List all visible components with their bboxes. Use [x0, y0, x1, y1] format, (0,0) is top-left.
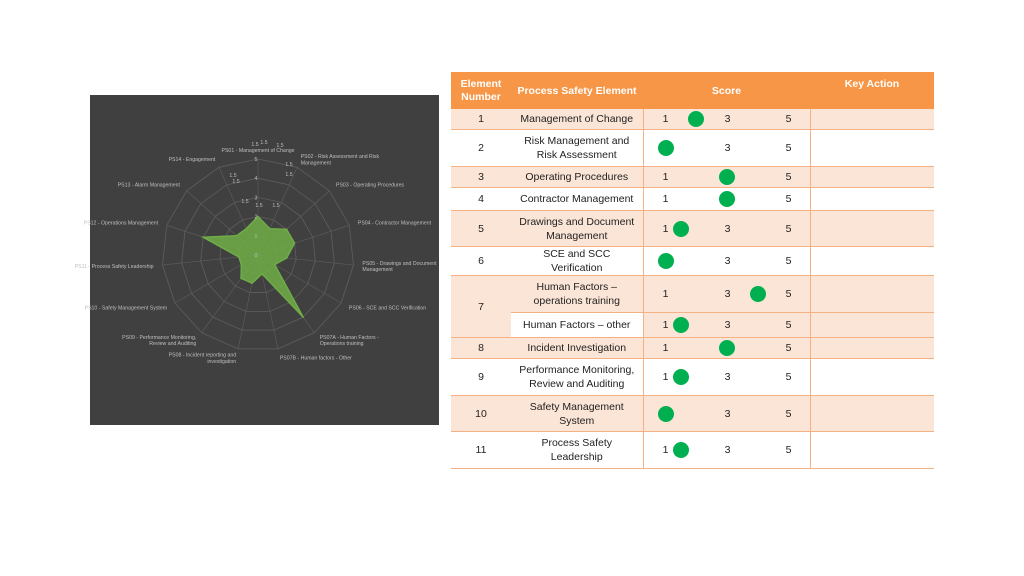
score-scale-label: 5: [785, 171, 792, 183]
radar-axis-label-line: PS07B - Human factors - Other: [279, 355, 352, 362]
key-action-cell: [810, 130, 934, 167]
score-scale-label: 5: [785, 319, 792, 331]
radar-tick-label: 0: [254, 253, 258, 259]
radar-inner-tick-label: 1.5: [229, 173, 237, 179]
radar-axis-label: [301, 154, 380, 166]
score-dot: [673, 369, 689, 385]
radar-axis-label: [349, 306, 426, 312]
score-dot: [673, 317, 689, 333]
score-cell: [643, 396, 810, 432]
element-name: Performance Monitoring, Review and Auditing: [511, 359, 643, 396]
score-dot: [688, 111, 704, 127]
radar-axis-label-line: PS11 - Process Safety Leadership: [74, 263, 154, 270]
radar-axis-label-line: PS08 - Incident reporting and: [168, 352, 237, 359]
radar-axis-label: [280, 356, 352, 362]
key-action-cell: [810, 167, 934, 188]
score-scale-label: 5: [785, 255, 792, 267]
element-number: 3: [451, 167, 511, 188]
header-process-safety-element: Process Safety Element: [511, 72, 643, 109]
radar-inner-tick-label: 1.5: [232, 179, 240, 185]
score-scale-label: 3: [724, 444, 731, 456]
table-row: [451, 167, 934, 188]
radar-axis-label: [84, 221, 159, 227]
score-scale-label: 3: [724, 407, 731, 420]
score-scale-label: 1: [662, 193, 669, 205]
table-row: [451, 396, 934, 432]
score-dot: [750, 286, 766, 302]
element-name: Management of Change: [511, 109, 643, 130]
score-scale-label: 1: [662, 171, 669, 183]
radar-point: [251, 282, 253, 284]
score-scale-label: 5: [785, 288, 792, 300]
key-action-cell: [810, 396, 934, 432]
table-row: [451, 276, 934, 313]
element-number: 7: [451, 276, 511, 338]
score-dot: [719, 191, 735, 207]
element-number: 4: [451, 188, 511, 211]
score-scale-label: 3: [724, 371, 731, 383]
score-table: [451, 72, 934, 469]
element-name: Contractor Management: [511, 188, 643, 211]
radar-point: [294, 242, 296, 244]
radar-axis-label-line: PS05 - Drawings and Document: [362, 260, 437, 267]
radar-axis-label-line: Management: [362, 267, 393, 274]
score-scale-label: 3: [724, 255, 731, 267]
score-cell: [643, 247, 810, 276]
radar-inner-tick-label: 1.5: [255, 203, 263, 209]
score-scale-label: 1: [662, 319, 669, 331]
header-element-number: Element Number: [451, 72, 511, 109]
radar-point: [269, 228, 271, 230]
element-number: 6: [451, 247, 511, 276]
key-action-cell: [810, 338, 934, 359]
radar-point: [261, 273, 263, 275]
element-number: 9: [451, 359, 511, 396]
score-scale-label: 3: [724, 113, 731, 125]
key-action-cell: [810, 188, 934, 211]
score-scale-label: 3: [724, 222, 731, 235]
table-row: [451, 359, 934, 396]
radar-axis-label-line: PS04 - Contractor Management: [357, 220, 432, 227]
radar-inner-tick-label: 1.5: [285, 162, 293, 168]
radar-axis-label-line: PS13 - Alarm Management: [117, 182, 180, 189]
score-scale-label: 5: [785, 407, 792, 420]
radar-axis-label-line: PS09 - Performance Monitoring,: [122, 334, 197, 341]
score-scale-label: 1: [662, 444, 669, 456]
radar-point: [240, 277, 242, 279]
key-action-cell: [810, 247, 934, 276]
element-number: 10: [451, 396, 511, 432]
radar-axis-label-line: PS06 - SCE and SCC Verification: [348, 305, 427, 312]
score-cell: [643, 313, 810, 338]
radar-point: [274, 264, 276, 266]
radar-point: [236, 235, 238, 237]
radar-axis-label: [222, 148, 295, 154]
element-name: Operating Procedures: [511, 167, 643, 188]
radar-tick-label: 4: [254, 176, 258, 183]
element-number: 11: [451, 432, 511, 469]
table-row: [451, 247, 934, 276]
radar-tick-label: 2: [254, 214, 258, 221]
radar-axis-label-line: Review and Auditing: [149, 341, 197, 348]
radar-tick-label: 5: [254, 157, 258, 163]
table-header-row: [451, 72, 934, 109]
radar-axis-label-line: PS02 - Risk Assessment and Risk: [300, 154, 380, 161]
element-name: Risk Management and Risk Assessment: [511, 130, 643, 167]
score-scale-label: 5: [785, 444, 792, 456]
radar-point: [238, 256, 240, 258]
score-scale-label: 1: [662, 371, 669, 383]
element-number: 5: [451, 211, 511, 247]
element-number: 8: [451, 338, 511, 359]
score-scale-label: 1: [662, 288, 669, 300]
key-action-cell: [810, 359, 934, 396]
score-cell: [643, 211, 810, 247]
radar-tick-label: 3: [254, 195, 258, 202]
radar-axis-label: [358, 221, 432, 227]
key-action-cell: [810, 276, 934, 313]
score-scale-label: 3: [724, 142, 731, 154]
table-row: [451, 432, 934, 469]
score-scale-label: 5: [785, 193, 792, 205]
element-name: Safety Management System: [511, 396, 643, 432]
key-action-cell: [810, 109, 934, 130]
table-row: [451, 109, 934, 130]
radar-axis-label: [362, 261, 437, 273]
radar-axis-label-line: PS10 - Safety Management System: [84, 305, 168, 312]
radar-point: [302, 316, 304, 318]
radar-inner-tick-label: 1.5: [272, 203, 280, 209]
score-scale-label: 3: [724, 319, 731, 331]
score-scale-label: 5: [785, 142, 792, 154]
score-scale-label: 3: [724, 288, 731, 300]
radar-axis-label: [122, 335, 196, 347]
score-dot: [673, 221, 689, 237]
score-scale-label: 1: [662, 342, 669, 354]
element-name: Human Factors – operations training: [511, 276, 643, 313]
radar-axis-label-line: Management: [300, 160, 331, 167]
element-name: Process Safety Leadership: [511, 432, 643, 469]
element-name: Incident Investigation: [511, 338, 643, 359]
radar-axis-label: [118, 183, 181, 189]
score-scale-label: 5: [785, 222, 792, 235]
score-scale-label: 1: [662, 113, 669, 125]
radar-chart-panel: [74, 95, 439, 425]
element-name: Human Factors – other: [511, 313, 643, 338]
score-cell: [643, 109, 810, 130]
radar-inner-tick-label: 1.5: [241, 199, 249, 205]
score-dot: [658, 253, 674, 269]
table-row: [451, 313, 934, 338]
radar-axis-label: [320, 335, 379, 347]
radar-axis-label: [75, 264, 154, 270]
score-dot: [658, 406, 674, 422]
key-action-cell: [810, 432, 934, 469]
score-dot: [658, 140, 674, 156]
radar-point: [286, 229, 288, 231]
score-cell: [643, 130, 810, 167]
radar-point: [241, 264, 243, 266]
score-cell: [643, 276, 810, 313]
radar-point: [202, 236, 204, 238]
score-cell: [643, 359, 810, 396]
radar-axis-label-line: PS14 - Engagement: [168, 157, 216, 164]
radar-axis-label-line: PS07A - Human Factors -: [319, 334, 379, 341]
table-row: [451, 211, 934, 247]
score-scale-label: 5: [785, 113, 792, 125]
element-name: SCE and SCC Verification: [511, 247, 643, 276]
radar-inner-tick-label: 1.5: [276, 143, 284, 149]
score-dot: [719, 340, 735, 356]
header-key-action: Key Action: [810, 72, 934, 109]
key-action-cell: [810, 313, 934, 338]
radar-inner-tick-label: 1.5: [285, 172, 293, 178]
score-dot: [673, 442, 689, 458]
score-scale-label: 5: [785, 371, 792, 383]
radar-axis-label-line: PS01 - Management of Change: [221, 148, 295, 154]
header-score: Score: [643, 72, 810, 109]
radar-series-area: [203, 214, 303, 318]
table-row: [451, 188, 934, 211]
radar-axis-label: [336, 183, 404, 189]
radar-point: [245, 228, 247, 230]
radar-inner-tick-label: 1.5: [260, 140, 268, 146]
radar-point: [286, 257, 288, 259]
radar-axis-label-line: PS03 - Operating Procedures: [336, 182, 405, 189]
radar-axis-label-line: PS12 - Operations Management: [83, 220, 159, 227]
radar-axis-label-line: investigation: [207, 358, 237, 365]
score-cell: [643, 188, 810, 211]
element-number: 2: [451, 130, 511, 167]
score-scale-label: 1: [662, 222, 669, 235]
score-dot: [719, 169, 735, 185]
score-cell: [643, 338, 810, 359]
radar-chart: [74, 95, 439, 425]
radar-axis-label: [85, 306, 167, 312]
radar-axis-label: [169, 157, 216, 163]
score-cell: [643, 167, 810, 188]
radar-tick-label: 1: [254, 233, 258, 240]
table-row: [451, 130, 934, 167]
radar-inner-tick-label: 1.5: [251, 142, 259, 148]
element-number: 1: [451, 109, 511, 130]
score-cell: [643, 432, 810, 469]
element-name: Drawings and Document Management: [511, 211, 643, 247]
key-action-cell: [810, 211, 934, 247]
radar-axis-label-line: Operations training: [319, 341, 364, 348]
score-scale-label: 5: [785, 342, 792, 354]
radar-axis-label: [169, 353, 237, 365]
table-row: [451, 338, 934, 359]
